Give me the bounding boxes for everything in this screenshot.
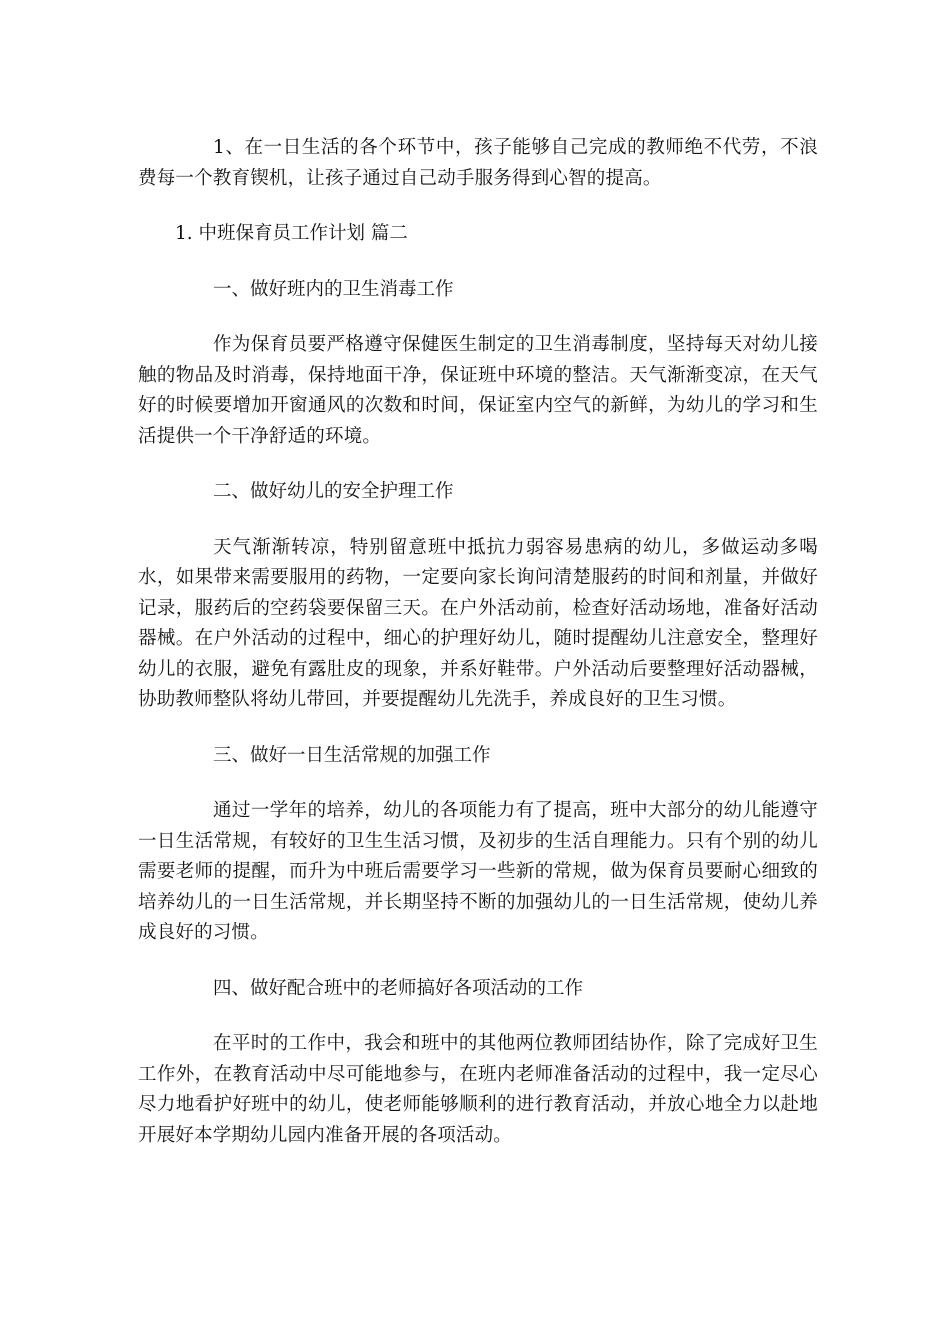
section-title: 1. 中班保育员工作计划 篇二	[175, 223, 408, 244]
section-heading-1: 一、做好班内的卫生消毒工作	[213, 278, 454, 300]
document-content	[138, 133, 818, 1151]
section-body-3: 通过一学年的培养，幼儿的各项能力有了提高，班中大部分的幼儿能遵守一日生活常规，有较好的卫生生活习惯，及初步的生活自理能力。只有个别的幼儿需要老师的提醒，而升为中班后需要学习一些新的常规，做为保育员要耐心细致的培养幼儿的一日生活常规，并长期坚持不断的加强幼儿的一日生活常规，使幼儿养成良好的习惯。	[138, 800, 818, 943]
spacer	[138, 452, 818, 477]
spacer	[138, 716, 818, 741]
spacer	[138, 194, 818, 219]
intro-paragraph: 1、在一日生活的各个环节中，孩子能够自己完成的教师绝不代劳，不浪费每一个教育锲机，让孩子通过自己动手服务得到心智的提高。	[138, 137, 818, 189]
spacer	[138, 305, 818, 330]
spacer	[138, 949, 818, 974]
spacer	[138, 771, 818, 796]
spacer	[138, 508, 818, 533]
spacer	[138, 250, 818, 275]
section-body-2: 天气渐渐转凉，特别留意班中抵抗力弱容易患病的幼儿，多做运动多喝水，如果带来需要服用的药物，一定要向家长询问清楚服药的时间和剂量，并做好记录，服药后的空药袋要保留三天。在户外活动前，检查好活动场地，准备好活动器械。在户外活动的过程中，细心的护理好幼儿，随时提醒幼儿注意安全，整理好幼儿的衣服，避免有露肚皮的现象，并系好鞋带。户外活动后要整理好活动器械，协助教师整队将幼儿带回，并要提醒幼儿先洗手，养成良好的卫生习惯。	[138, 536, 818, 710]
section-body-1: 作为保育员要严格遵守保健医生制定的卫生消毒制度，坚持每天对幼儿接触的物品及时消毒，保持地面干净，保证班中环境的整洁。天气渐渐变凉，在天气好的时候要增加开窗通风的次数和时间，保证室内空气的新鲜，为幼儿的学习和生活提供一个干净舒适的环境。	[138, 334, 818, 447]
section-heading-3: 三、做好一日生活常规的加强工作	[213, 744, 491, 766]
section-heading-4: 四、做好配合班中的老师搞好各项活动的工作	[213, 977, 584, 999]
section-body-4: 在平时的工作中，我会和班中的其他两位教师团结协作，除了完成好卫生工作外，在教育活动中尽可能地参与，在班内老师准备活动的过程中，我一定尽心尽力地看护好班中的幼儿，使老师能够顺利的进行教育活动，并放心地全力以赴地开展好本学期幼儿园内准备开展的各项活动。	[138, 1033, 818, 1146]
spacer	[138, 1004, 818, 1029]
section-heading-2: 二、做好幼儿的安全护理工作	[213, 481, 454, 502]
